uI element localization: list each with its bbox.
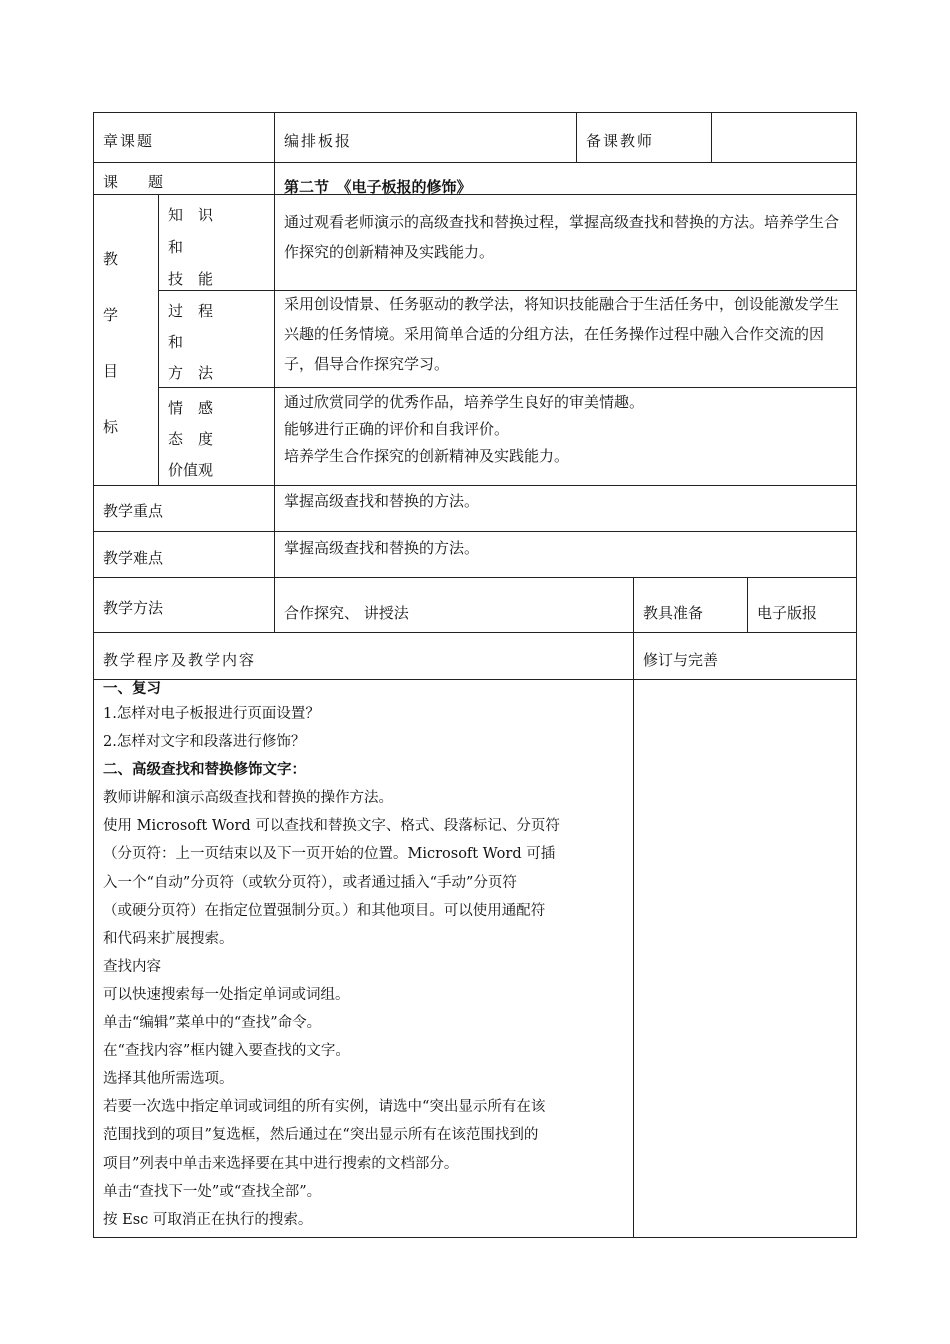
program-line: 查找内容: [103, 958, 161, 975]
program-line: 按 Esc 可取消正在执行的搜索。: [103, 1211, 313, 1228]
method-value: 合作探究、 讲授法: [284, 604, 409, 622]
row-divider: [93, 531, 857, 532]
emotion-label: [168, 393, 268, 486]
emotion-text: [284, 389, 850, 470]
process-label: [168, 296, 268, 389]
column-divider: [633, 577, 634, 1238]
knowledge-label-line: 和: [168, 238, 184, 256]
tools-label: 教具准备: [643, 604, 704, 622]
teacher-label: 备课教师: [586, 132, 655, 150]
program-line: （或硬分页符）在指定位置强制分页。）和其他项目。可以使用通配符: [103, 902, 546, 919]
method-label: 教学方法: [103, 599, 164, 617]
column-divider: [576, 112, 577, 162]
program-header: 教学程序及教学内容: [103, 651, 257, 669]
emotion-text-line: 通过欣赏同学的优秀作品，培养学生良好的审美情趣。: [284, 393, 645, 411]
key-point-label: 教学重点: [103, 502, 164, 520]
knowledge-label: [168, 199, 268, 295]
program-line: （分页符：上一页结束以及下一页开始的位置。Microsoft Word 可插: [103, 846, 556, 863]
objectives-label: [103, 244, 143, 468]
process-text: 采用创设情景、任务驱动的教学法，将知识技能融合于生活任务中，创设能激发学生兴趣的任务情境。采用简单合适的分组方法，在任务操作过程中融入合作交流的因子，倡导合作探究学习。: [284, 295, 840, 373]
objectives-char: 教: [103, 250, 119, 268]
difficulty-value: 掌握高级查找和替换的方法。: [284, 539, 480, 557]
chapter-label: 章课题: [103, 132, 155, 150]
knowledge-label-line: 知 识: [168, 206, 214, 224]
program-line: 一、复习: [103, 680, 161, 697]
knowledge-text: 通过观看老师演示的高级查找和替换过程，掌握高级查找和替换的方法。培养学生合作探究的创新精神及实践能力。: [284, 213, 840, 261]
lesson-title: 第二节 《电子板报的修饰》: [284, 178, 472, 196]
knowledge-label-line: 技 能: [168, 270, 214, 288]
program-line: 可以快速搜索每一处指定单词或词组。: [103, 986, 350, 1003]
program-line: 1.怎样对电子板报进行页面设置？: [103, 706, 320, 722]
objectives-char: 学: [103, 306, 119, 324]
column-divider: [158, 194, 159, 485]
column-divider: [711, 112, 712, 162]
program-line: 教师讲解和演示高级查找和替换的操作方法。: [103, 790, 393, 807]
column-divider: [274, 162, 275, 194]
program-line: 入一个“自动”分页符（或软分页符），或者通过插入“手动”分页符: [103, 874, 517, 891]
column-divider: [274, 112, 275, 162]
program-content: [103, 678, 629, 1234]
objectives-char: 目: [103, 362, 119, 380]
program-line: 2.怎样对文字和段落进行修饰？: [103, 734, 306, 751]
process-label-line: 方 法: [168, 364, 214, 382]
emotion-text-line: 能够进行正确的评价和自我评价。: [284, 420, 510, 438]
program-line: 在“查找内容”框内键入要查找的文字。: [103, 1043, 350, 1060]
tools-value: 电子版报: [757, 604, 818, 622]
emotion-label-line: 情 感: [168, 399, 214, 417]
program-line: 和代码来扩展搜索。: [103, 930, 234, 947]
difficulty-label: 教学难点: [103, 549, 164, 567]
column-divider: [274, 194, 275, 632]
row-divider: [93, 632, 857, 633]
key-point-value: 掌握高级查找和替换的方法。: [284, 492, 480, 510]
objectives-char: 标: [103, 418, 119, 436]
program-line: 单击“查找下一处”或“查找全部”。: [103, 1183, 322, 1200]
emotion-label-line: 态 度: [168, 430, 214, 448]
revise-header: 修订与完善: [643, 651, 719, 669]
lesson-label: 课 题: [103, 173, 164, 191]
program-line: 若要一次选中指定单词或词组的所有实例，请选中“突出显示所有在该: [103, 1099, 546, 1116]
program-line: 选择其他所需选项。: [103, 1071, 234, 1088]
emotion-text-line: 培养学生合作探究的创新精神及实践能力。: [284, 447, 570, 465]
process-label-line: 和: [168, 333, 184, 351]
process-label-line: 过 程: [168, 302, 214, 320]
program-line: 项目”列表中单击来选择要在其中进行搜索的文档部分。: [103, 1155, 459, 1172]
program-line: 二、高级查找和替换修饰文字：: [103, 761, 306, 779]
chapter-value: 编排板报: [284, 132, 353, 150]
row-divider: [93, 194, 857, 195]
emotion-label-line: 价值观: [168, 461, 214, 479]
row-divider: [93, 162, 857, 163]
row-divider: [93, 577, 857, 578]
column-divider: [747, 577, 748, 632]
program-line: 范围找到的项目”复选框，然后通过在“突出显示所有在该范围找到的: [103, 1127, 539, 1144]
program-line: 使用 Microsoft Word 可以查找和替换文字、格式、段落标记、分页符: [103, 818, 560, 835]
program-line: 单击“编辑”菜单中的“查找”命令。: [103, 1015, 322, 1032]
